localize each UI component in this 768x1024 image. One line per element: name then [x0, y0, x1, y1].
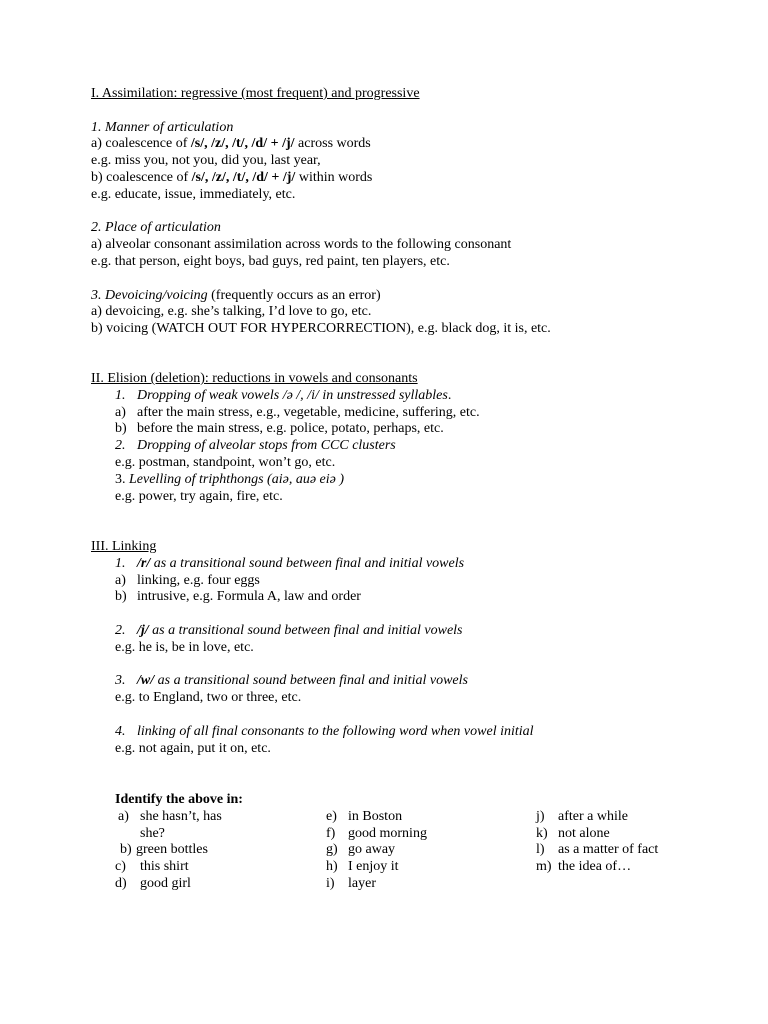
list-item: 2. /j/ as a transitional sound between final and initial vowels — [115, 622, 463, 638]
section-assimilation — [91, 86, 711, 338]
exercise-item: b) green bottles — [120, 842, 208, 858]
example-line: e.g. to England, two or three, etc. — [115, 690, 302, 706]
example-line: e.g. that person, eight boys, bad guys, red paint, ten players, etc. — [91, 253, 450, 269]
exercise-item: m) the idea of… — [536, 859, 632, 875]
section-heading: II. Elision (deletion): reductions in vowels and consonants — [91, 371, 418, 386]
text-line: b) voicing (WATCH OUT FOR HYPERCORRECTION), e.g. black dog, it is, etc. — [91, 321, 551, 337]
example-line: e.g. he is, be in love, etc. — [115, 639, 254, 655]
example-line: e.g. educate, issue, immediately, etc. — [91, 186, 296, 202]
exercise-item: e) in Boston — [326, 808, 403, 824]
exercise-section — [91, 792, 711, 891]
exercise-column-2 — [326, 809, 506, 893]
exercise-item: g) go away — [326, 842, 396, 858]
section-linking — [91, 539, 711, 757]
exercise-item: l) as a matter of fact — [536, 842, 659, 858]
example-line: e.g. not again, put it on, etc. — [115, 740, 271, 756]
list-item: b) intrusive, e.g. Formula A, law and order — [115, 589, 361, 605]
list-item: b) before the main stress, e.g. police, potato, perhaps, etc. — [115, 421, 444, 437]
exercise-item: a) she hasn’t, has — [118, 808, 222, 824]
exercise-item: k) not alone — [536, 825, 610, 841]
exercise-item: d) good girl — [115, 875, 191, 891]
exercise-item: she? — [140, 825, 165, 841]
exercise-item: i) layer — [326, 875, 376, 891]
section-heading: III. Linking — [91, 539, 157, 554]
list-item: 4. linking of all final consonants to the following word when vowel initial — [115, 723, 534, 739]
text-line: a) coalescence of /s/, /z/, /t/, /d/ + /j/ across words — [91, 136, 371, 152]
exercise-column-1 — [115, 808, 298, 893]
list-item: 1. Dropping of weak vowels /ə /, /i/ in unstressed syllables. — [115, 387, 452, 403]
text-line: a) devoicing, e.g. she’s talking, I’d love to go, etc. — [91, 304, 372, 320]
section-heading: I. Assimilation: regressive (most frequent) and progressive — [91, 86, 420, 101]
list-item: a) linking, e.g. four eggs — [115, 572, 260, 588]
text-line: a) alveolar consonant assimilation across words to the following consonant — [91, 237, 512, 253]
list-item: 1. /r/ as a transitional sound between final and initial vowels — [115, 555, 465, 571]
example-line: e.g. miss you, not you, did you, last year, — [91, 153, 321, 169]
section-elision — [91, 371, 711, 505]
list-item: 3. Levelling of triphthongs (aiə, auə eiə ) — [115, 471, 345, 487]
subsection-title: 3. Devoicing/voicing (frequently occurs as an error) — [91, 287, 381, 303]
exercise-column-3 — [536, 809, 711, 876]
text-line: b) coalescence of /s/, /z/, /t/, /d/ + /j/ within words — [91, 169, 373, 185]
subsection-title: 1. Manner of articulation — [91, 119, 234, 135]
example-line: e.g. power, try again, fire, etc. — [115, 488, 283, 504]
exercise-item: h) I enjoy it — [326, 859, 399, 875]
subsection-title: 2. Place of articulation — [91, 220, 221, 236]
example-line: e.g. postman, standpoint, won’t go, etc. — [115, 454, 336, 470]
list-item: a) after the main stress, e.g., vegetable, medicine, suffering, etc. — [115, 404, 480, 420]
list-item: 2. Dropping of alveolar stops from CCC clusters — [115, 438, 396, 454]
exercise-item: f) good morning — [326, 825, 427, 841]
list-item: 3. /w/ as a transitional sound between final and initial vowels — [115, 673, 468, 689]
exercise-title: Identify the above in: — [115, 792, 243, 807]
exercise-item: c) this shirt — [115, 859, 189, 875]
exercise-item: j) after a while — [536, 808, 628, 824]
